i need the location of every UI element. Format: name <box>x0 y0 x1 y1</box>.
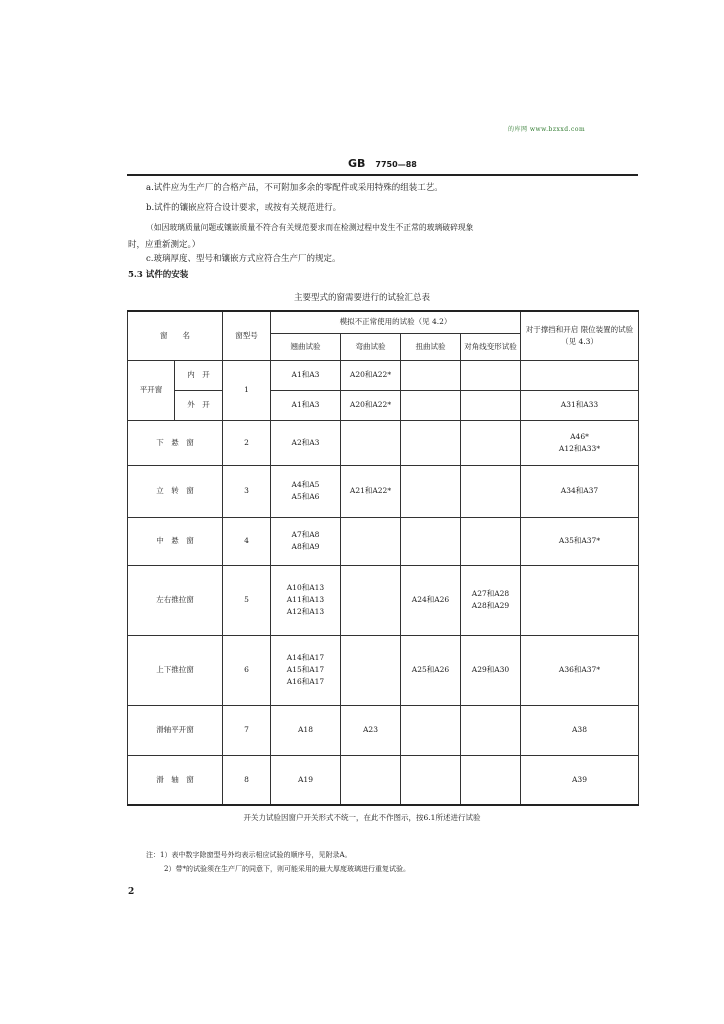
cell-bend <box>341 565 401 635</box>
cell-warp <box>271 565 341 635</box>
row-type: 7 <box>223 705 271 755</box>
table-footer-note: 开关力试验因窗户开关形式不统一，在此不作图示，按6.1所述进行试验 <box>243 813 481 822</box>
standard-number: 7750—88 <box>375 160 417 169</box>
cell-diagonal <box>461 517 521 565</box>
standard-prefix: GB <box>348 157 366 170</box>
cell-stay <box>521 635 639 705</box>
cell-line: A12和A13 <box>286 607 325 616</box>
cell-diagonal <box>461 565 521 635</box>
section-heading: 5.3 试件的安装 <box>128 270 189 280</box>
cell-stay <box>521 465 639 517</box>
cell-bend <box>341 635 401 705</box>
cell-twist <box>401 517 461 565</box>
cell-line: A2和A3 <box>291 437 320 447</box>
header-stay-line: 限位装置的试验 <box>580 324 634 334</box>
note-1: 注：1）表中数字除窗型号外均表示相应试验的顺序号，见附录A。 <box>146 851 352 859</box>
row-type: 3 <box>223 465 271 517</box>
row-name: 立 转 窗 <box>128 465 223 517</box>
cell-diagonal <box>461 390 521 420</box>
header-twist-test: 扭曲试验 <box>401 333 461 360</box>
header-stay-line: 对于撑挡和开启 <box>525 324 579 334</box>
cell-line: A46* <box>570 431 589 441</box>
cell-diagonal <box>461 420 521 465</box>
cell-warp <box>271 517 341 565</box>
cell-line: A4和A5 <box>291 480 320 489</box>
paragraph-c: c.玻璃厚度、型号和镶嵌方式应符合生产厂的规定。 <box>146 254 341 264</box>
cell-line: A28和A29 <box>471 601 510 610</box>
cell-bend <box>341 517 401 565</box>
cell-line: A7和A8 <box>291 530 320 539</box>
cell-line: A39 <box>572 774 587 784</box>
row-type: 5 <box>223 565 271 635</box>
watermark: 的库网 www.bzxxd.com <box>508 126 586 133</box>
paragraph-note-cont: 时，应重新测定。） <box>128 240 201 250</box>
row-type: 8 <box>223 755 271 805</box>
cell-twist <box>401 755 461 805</box>
page-number: 2 <box>128 887 135 897</box>
cell-line: A18 <box>298 725 313 734</box>
row-type: 6 <box>223 635 271 705</box>
cell-stay: A31和A33 <box>521 390 639 420</box>
cell-warp <box>271 705 341 755</box>
row-type: 1 <box>223 360 271 420</box>
cell-warp <box>271 465 341 517</box>
paragraph-b: b.试件的镶嵌应符合设计要求，或按有关规范进行。 <box>146 203 342 213</box>
cell-line: A36和A37* <box>558 665 601 674</box>
cell-twist <box>401 360 461 390</box>
cell-stay <box>521 420 639 465</box>
cell-warp: A1和A3 <box>271 360 341 390</box>
cell-line: A38 <box>572 725 587 734</box>
cell-line: A10和A13 <box>286 583 325 592</box>
cell-stay <box>521 755 639 805</box>
cell-stay <box>521 705 639 755</box>
cell-stay <box>521 565 639 635</box>
cell-line: A5和A6 <box>291 492 320 501</box>
row-type: 2 <box>223 420 271 465</box>
note-2: 2）带*的试验须在生产厂的同意下，则可能采用的最大厚度玻璃进行重复试验。 <box>164 865 410 873</box>
row-subname: 外 开 <box>175 390 223 420</box>
cell-diagonal <box>461 705 521 755</box>
cell-line: A15和A17 <box>286 665 325 674</box>
cell-line: A21和A22* <box>349 486 392 495</box>
header-rule <box>127 174 638 176</box>
cell-line: A8和A9 <box>291 542 320 551</box>
cell-stay <box>521 517 639 565</box>
cell-bend: A20和A22* <box>341 390 401 420</box>
cell-line: A23 <box>363 725 378 734</box>
header-warp-test: 翘曲试验 <box>271 333 341 360</box>
cell-twist <box>401 565 461 635</box>
cell-warp: A1和A3 <box>271 390 341 420</box>
cell-twist <box>401 420 461 465</box>
table-title: 主要型式的窗需要进行的试验汇总表 <box>293 293 430 303</box>
cell-bend: A20和A22* <box>341 360 401 390</box>
cell-bend <box>341 465 401 517</box>
paragraph-note: （如因玻璃质量问题或镶嵌质量不符合有关规范要求而在检测过程中发生不正常的玻璃破碎现象 <box>146 223 474 232</box>
cell-line: A25和A26 <box>411 665 450 674</box>
row-name: 平开窗 <box>128 360 175 420</box>
cell-line: A27和A28 <box>471 589 510 598</box>
standard-header <box>348 157 417 170</box>
row-subname: 内 开 <box>175 360 223 390</box>
cell-warp <box>271 755 341 805</box>
row-name: 左右推拉窗 <box>128 565 223 635</box>
cell-stay <box>521 360 639 390</box>
cell-bend <box>341 705 401 755</box>
cell-twist <box>401 705 461 755</box>
header-stay-test <box>521 311 639 360</box>
cell-warp <box>271 635 341 705</box>
header-bend-test: 弯曲试验 <box>341 333 401 360</box>
cell-line: A34和A37 <box>560 486 599 495</box>
cell-diagonal <box>461 465 521 517</box>
row-name: 滑轴平开窗 <box>128 705 223 755</box>
header-window-name: 窗 名 <box>128 311 223 360</box>
header-stay-line: （见 4.3） <box>561 336 598 346</box>
cell-line: A16和A17 <box>286 677 325 686</box>
cell-line: A19 <box>298 774 313 784</box>
cell-bend <box>341 755 401 805</box>
cell-twist <box>401 635 461 705</box>
row-name: 上下推拉窗 <box>128 635 223 705</box>
row-name: 中 悬 窗 <box>128 517 223 565</box>
cell-diagonal <box>461 635 521 705</box>
cell-line: A24和A26 <box>411 595 450 604</box>
cell-warp <box>271 420 341 465</box>
cell-line: A12和A33* <box>558 443 601 453</box>
header-window-type: 窗型号 <box>223 311 271 360</box>
cell-twist <box>401 465 461 517</box>
cell-diagonal <box>461 360 521 390</box>
test-summary-table <box>127 310 639 806</box>
row-name: 滑 轴 窗 <box>128 755 223 805</box>
cell-line: A35和A37* <box>558 536 601 545</box>
row-name: 下 悬 窗 <box>128 420 223 465</box>
header-diagonal-test: 对角线变形试验 <box>461 333 521 360</box>
cell-bend <box>341 420 401 465</box>
cell-twist <box>401 390 461 420</box>
row-type: 4 <box>223 517 271 565</box>
cell-line: A11和A13 <box>286 595 325 604</box>
cell-diagonal <box>461 755 521 805</box>
cell-line: A14和A17 <box>286 653 325 662</box>
cell-line: A29和A30 <box>471 665 510 674</box>
paragraph-a: a.试件应为生产厂的合格产品，不可附加多余的零配件或采用特殊的组装工艺。 <box>146 183 443 193</box>
header-abnormal-use-group: 模拟不正常使用的试验（见 4.2） <box>271 311 521 333</box>
